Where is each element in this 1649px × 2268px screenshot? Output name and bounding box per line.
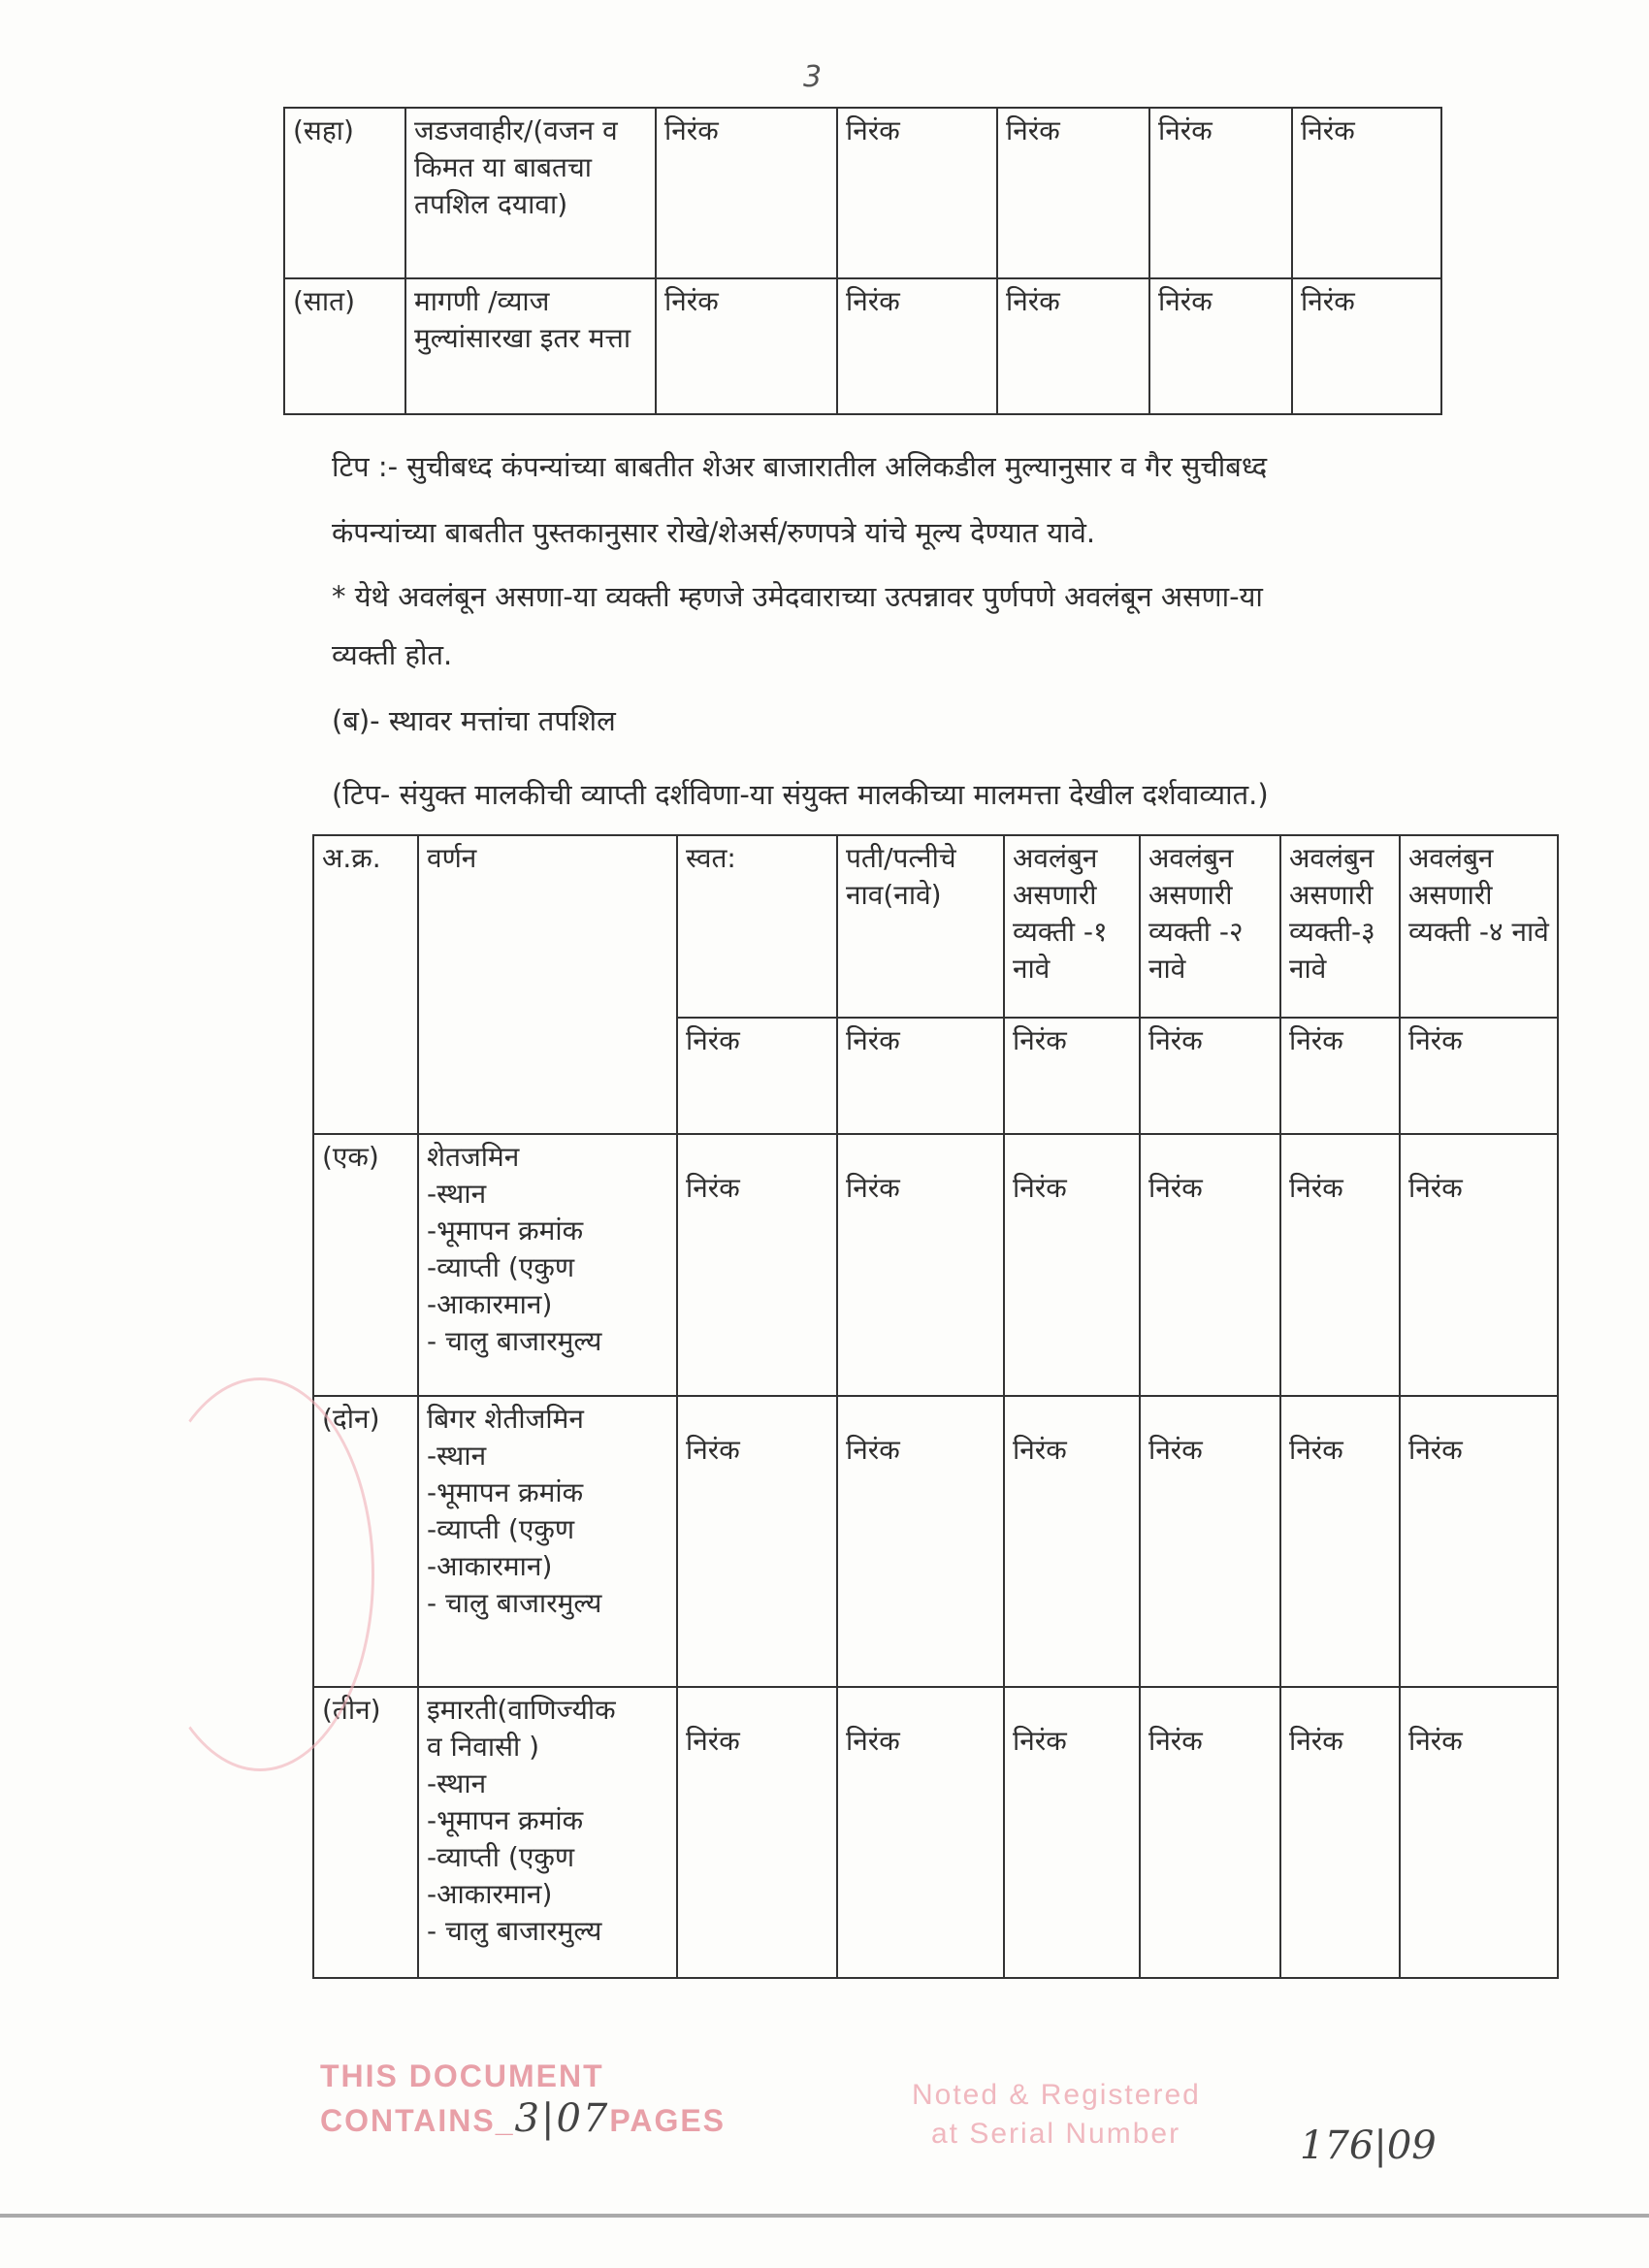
description-line: -स्थान [427, 1440, 487, 1472]
section-b-heading: (ब)- स्थावर मत्तांचा तपशिल [332, 704, 616, 737]
cell-value: निरंक [837, 278, 997, 414]
header-dependent-3: अवलंबुन असणारी व्यक्ती-३ नावे [1280, 835, 1400, 1018]
cell-value: निरंक [677, 1018, 837, 1134]
description-line: -भूमापन क्रमांक [427, 1215, 584, 1247]
table-row [313, 1687, 1558, 1978]
tip-note-line1: टिप :- सुचीबध्द कंपन्यांच्या बाबतीत शेअर बाजारातील अलिकडील मुल्यानुसार व गैर सुचीबध्द [332, 450, 1268, 483]
joint-ownership-note: (टिप- संयुक्त मालकीची व्याप्ती दर्शविणा-या संयुक्त मालकीच्या मालमत्ता देखील दर्शवाव्यात.) [332, 778, 1269, 811]
description-line: व निवासी ) [427, 1731, 540, 1763]
cell-value: निरंक [1140, 1134, 1280, 1396]
cell-value: निरंक [1149, 108, 1292, 278]
cell-value: निरंक [837, 1687, 1004, 1978]
header-serial: अ.क्र. [313, 835, 418, 1134]
description-line: -व्याप्ती (एकुण [427, 1251, 575, 1283]
row-number: (सहा) [284, 108, 405, 278]
table-row [313, 1134, 1558, 1396]
handwritten-serial-number: 176|09 [1300, 2123, 1437, 2168]
cell-value: निरंक [1004, 1687, 1140, 1978]
dependents-note-line2: व्यक्ती होत. [332, 638, 453, 671]
cell-value: निरंक [677, 1396, 837, 1687]
header-dependent-2: अवलंबुन असणारी व्यक्ती -२ नावे [1140, 835, 1280, 1018]
cell-value: निरंक [1280, 1134, 1400, 1396]
registration-line1: Noted & Registered [912, 2079, 1201, 2111]
description-line: शेतजमिन [427, 1141, 520, 1173]
cell-value: निरंक [1280, 1687, 1400, 1978]
row-description: जडजवाहीर/(वजन व किमत या बाबतचा तपशिल दयावा) [405, 108, 656, 278]
description-line: -आकारमान) [427, 1288, 553, 1320]
cell-value: निरंक [997, 278, 1149, 414]
cell-value: निरंक [1280, 1396, 1400, 1687]
stamp-line2-prefix: CONTAINS_ [320, 2103, 515, 2138]
registration-stamp [912, 2076, 1201, 2154]
cell-value: निरंक [1140, 1396, 1280, 1687]
cell-value: निरंक [677, 1687, 837, 1978]
header-dependent-4: अवलंबुन असणारी व्यक्ती -४ नावे [1400, 835, 1558, 1018]
cell-value: निरंक [1140, 1687, 1280, 1978]
cell-value: निरंक [837, 108, 997, 278]
dependents-note-line1: * येथे अवलंबून असणा-या व्यक्ती म्हणजे उमेदवाराच्या उत्पन्नावर पुर्णपणे अवलंबून असणा-या [332, 580, 1263, 613]
cell-value: निरंक [1004, 1396, 1140, 1687]
handwritten-page-count: 3|07 [514, 2096, 610, 2141]
official-seal [146, 1377, 374, 1771]
cell-value: निरंक [656, 108, 837, 278]
cell-value: निरंक [1400, 1134, 1558, 1396]
cell-value: निरंक [997, 108, 1149, 278]
cell-value: निरंक [1400, 1396, 1558, 1687]
table-row [284, 108, 1441, 278]
tip-note-line2: कंपन्यांच्या बाबतीत पुस्तकानुसार रोखे/शेअर्स/रुणपत्रे यांचे मूल्य देण्यात यावे. [332, 516, 1096, 549]
cell-value: निरंक [1400, 1018, 1558, 1134]
row-number: (दोन) [313, 1396, 418, 1687]
header-spouse: पती/पत्नीचे नाव(नावे) [837, 835, 1004, 1018]
cell-value: निरंक [1292, 108, 1441, 278]
registration-line2: at Serial Number [931, 2118, 1181, 2150]
cell-value: निरंक [677, 1134, 837, 1396]
description-line: -व्याप्ती (एकुण [427, 1841, 575, 1873]
page-number: 3 [803, 60, 823, 94]
header-self: स्वत: [677, 835, 837, 1018]
cell-value: निरंक [1149, 278, 1292, 414]
cell-value: निरंक [837, 1134, 1004, 1396]
immovable-assets-table [312, 834, 1559, 1979]
row-description [418, 1687, 677, 1978]
description-line: -आकारमान) [427, 1550, 553, 1582]
row-number: (सात) [284, 278, 405, 414]
scan-edge [0, 2214, 1649, 2218]
row-description [418, 1134, 677, 1396]
cell-value: निरंक [1280, 1018, 1400, 1134]
description-line: -भूमापन क्रमांक [427, 1804, 584, 1836]
table-row [284, 278, 1441, 414]
description-line: - चालु बाजारमुल्य [427, 1325, 602, 1357]
description-line: - चालु बाजारमुल्य [427, 1915, 602, 1947]
table-row [313, 1396, 1558, 1687]
cell-value: निरंक [1004, 1018, 1140, 1134]
description-line: इमारती(वाणिज्यीक [427, 1694, 616, 1726]
description-line: -आकारमान) [427, 1878, 553, 1910]
description-line: -स्थान [427, 1178, 487, 1210]
description-line: -भूमापन क्रमांक [427, 1476, 584, 1508]
stamp-line1: THIS DOCUMENT [320, 2058, 604, 2093]
row-description [418, 1396, 677, 1687]
cell-value: निरंक [837, 1396, 1004, 1687]
cell-value: निरंक [656, 278, 837, 414]
row-description: मागणी /व्याज मुल्यांसारखा इतर मत्ता [405, 278, 656, 414]
cell-value: निरंक [1004, 1134, 1140, 1396]
header-dependent-1: अवलंबुन असणारी व्यक्ती -१ नावे [1004, 835, 1140, 1018]
cell-value: निरंक [1292, 278, 1441, 414]
header-description: वर्णन [418, 835, 677, 1134]
description-line: - चालु बाजारमुल्य [427, 1587, 602, 1619]
row-number: (तीन) [313, 1687, 418, 1978]
cell-value: निरंक [837, 1018, 1004, 1134]
cell-value: निरंक [1400, 1687, 1558, 1978]
description-line: -स्थान [427, 1767, 487, 1799]
cell-value: निरंक [1140, 1018, 1280, 1134]
page-count-stamp [320, 2055, 726, 2142]
stamp-line2-suffix: PAGES [609, 2103, 727, 2138]
description-line: -व्याप्ती (एकुण [427, 1513, 575, 1545]
description-line: बिगर शेतीजमिन [427, 1403, 584, 1435]
row-number: (एक) [313, 1134, 418, 1396]
header-row [313, 835, 1558, 1018]
movable-assets-table [283, 107, 1442, 415]
